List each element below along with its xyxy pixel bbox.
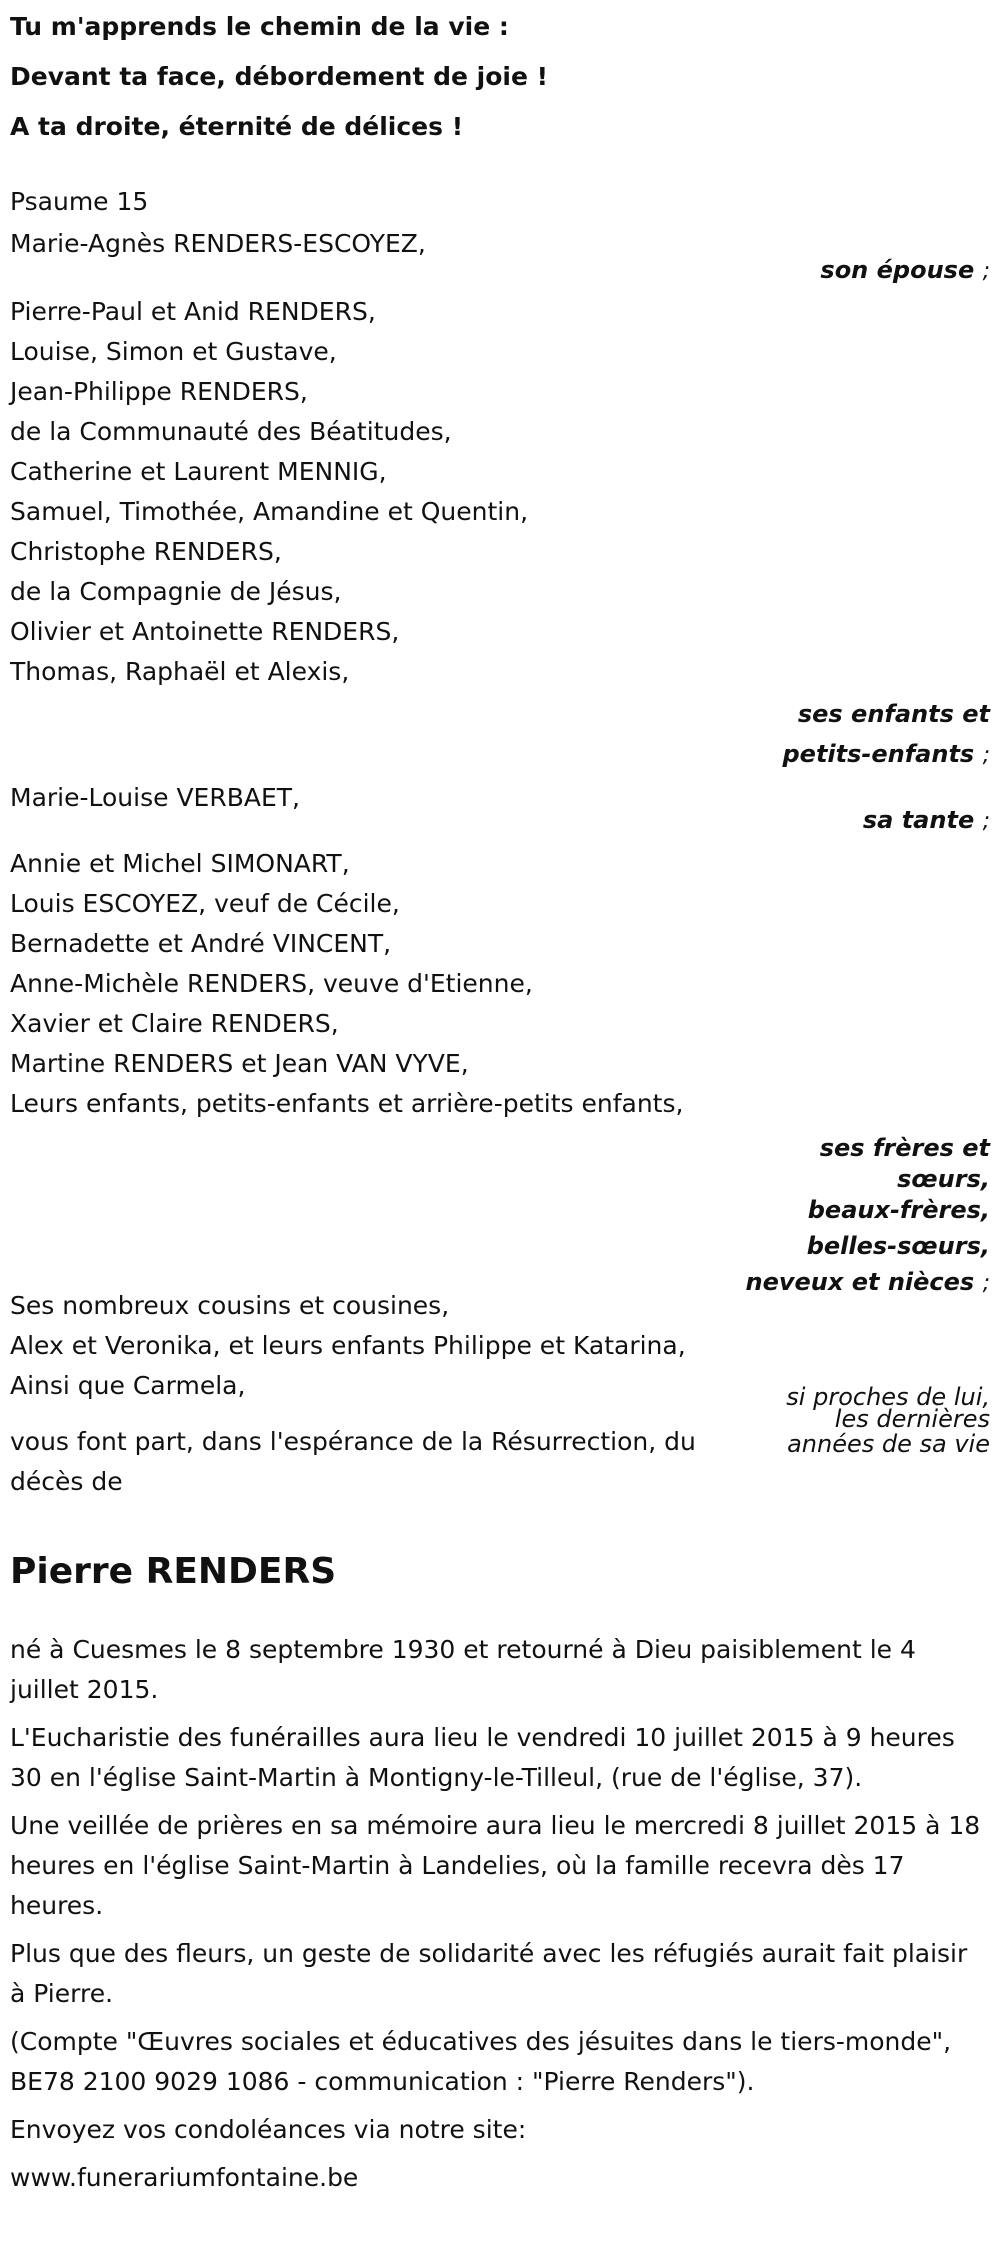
children-block (10, 292, 990, 776)
siblings-block (10, 844, 990, 1296)
verse-line: Tu m'apprends le chemin de la vie : (10, 12, 509, 41)
announcement-text: vous font part, dans l'espérance de la Résurrection, du décès de (10, 1427, 696, 1496)
deceased-name: Pierre RENDERS (10, 1551, 337, 1592)
donation-text: Plus que des fleurs, un geste de solidarité avec les réfugiés aurait fait plaisir à Pierre. (10, 1939, 968, 2008)
family-line: Pierre-Paul et Anid RENDERS, (10, 297, 376, 326)
family-line: de la Communauté des Béatitudes, (10, 417, 452, 446)
family-line: Jean-Philippe RENDERS, (10, 377, 308, 406)
family-line: Martine RENDERS et Jean VAN VYVE, (10, 1049, 469, 1078)
account-text: (Compte "Œuvres sociales et éducatives des jésuites dans le tiers-monde", BE78 2100 9029 1086 - communication : "Pierre Renders"). (10, 2027, 952, 2096)
family-line: Louise, Simon et Gustave, (10, 337, 337, 366)
family-line: Xavier et Claire RENDERS, (10, 1009, 339, 1038)
relationship-label: son épouse ; (820, 256, 990, 284)
website-link[interactable]: www.funerariumfontaine.be (10, 2163, 359, 2192)
cousins-block (10, 1286, 990, 1433)
family-line: Bernadette et André VINCENT, (10, 929, 392, 958)
family-line: Leurs enfants, petits-enfants et arrière-petits enfants, (10, 1089, 684, 1118)
condolences-text: Envoyez vos condoléances via notre site: (10, 2115, 527, 2144)
family-line: Anne-Michèle RENDERS, veuve d'Etienne, (10, 969, 533, 998)
family-line: Christophe RENDERS, (10, 537, 282, 566)
funeral-text: L'Eucharistie des funérailles aura lieu le vendredi 10 juillet 2015 à 9 heures 30 en l'église Saint-Martin à Montigny-le-Tilleul, (rue de l'église, 37). (10, 1723, 955, 1792)
birth-death-text: né à Cuesmes le 8 septembre 1930 et retourné à Dieu paisiblement le 4 juillet 2015. (10, 1635, 916, 1704)
family-line: Olivier et Antoinette RENDERS, (10, 617, 400, 646)
announcement-block (10, 1422, 990, 1502)
spouse-block (10, 224, 990, 290)
relationship-label: années de sa vie (787, 1430, 990, 1458)
family-line: Alex et Veronika, et leurs enfants Philippe et Katarina, (10, 1331, 686, 1360)
verse-line: A ta droite, éternité de délices ! (10, 112, 464, 141)
family-line: Annie et Michel SIMONART, (10, 849, 350, 878)
verse-line: Devant ta face, débordement de joie ! (10, 62, 549, 91)
obituary-page (10, 0, 990, 2206)
relationship-label: ses frères et sœurs, beaux-frères, belles-sœurs, neveux et nièces ; (745, 1134, 990, 1296)
family-line: Marie-Agnès RENDERS-ESCOYEZ, (10, 229, 426, 258)
family-line: Samuel, Timothée, Amandine et Quentin, (10, 497, 529, 526)
relationship-label: si proches de lui, les dernières (786, 1383, 990, 1433)
family-line: Marie-Louise VERBAET, (10, 783, 300, 812)
vigil-text: Une veillée de prières en sa mémoire aura lieu le mercredi 8 juillet 2015 à 18 heures en l'église Saint-Martin à Landelies, où la famille recevra dès 17 heures. (10, 1811, 981, 1920)
family-line: Louis ESCOYEZ, veuf de Cécile, (10, 889, 400, 918)
family-line: Ainsi que Carmela, (10, 1371, 246, 1400)
relationship-label: ses enfants et petits-enfants ; (782, 700, 990, 768)
psalm-reference: Psaume 15 (10, 187, 149, 216)
family-line: Thomas, Raphaël et Alexis, (10, 657, 350, 686)
family-line: de la Compagnie de Jésus, (10, 577, 342, 606)
family-line: Ses nombreux cousins et cousines, (10, 1291, 450, 1320)
family-line: Catherine et Laurent MENNIG, (10, 457, 387, 486)
relationship-label: sa tante ; (862, 806, 990, 834)
aunt-block (10, 778, 990, 842)
